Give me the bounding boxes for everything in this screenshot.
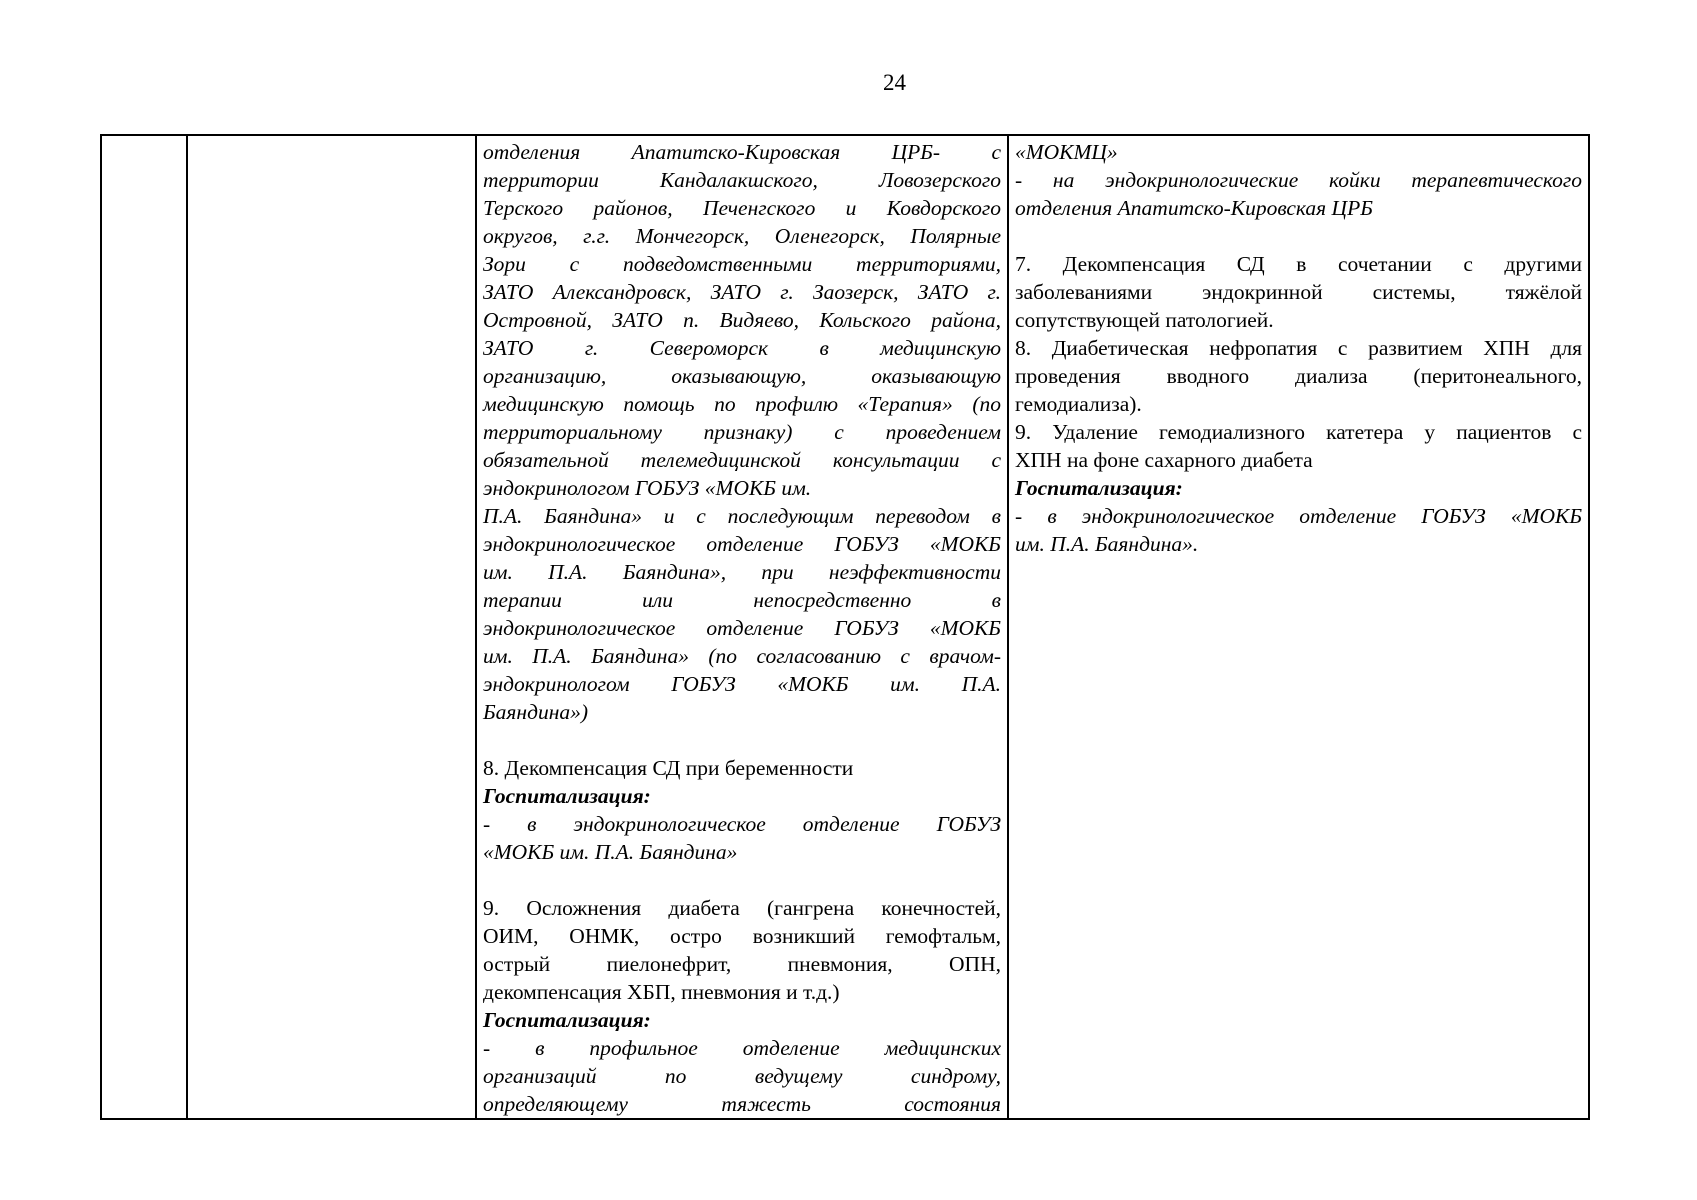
text-line: эндокринологом ГОБУЗ «МОКБ им. bbox=[483, 476, 812, 500]
page-number: 24 bbox=[883, 70, 906, 95]
text-line: - на эндокринологические койки терапевтического bbox=[1015, 168, 1582, 192]
text-line: территориальному признаку) с проведением bbox=[483, 420, 1001, 444]
text-line: Островной, ЗАТО п. Видяево, Кольского района, bbox=[483, 308, 1001, 332]
text-line: гемодиализа). bbox=[1015, 392, 1142, 416]
text-line: Баяндина») bbox=[483, 700, 589, 724]
text-line: сопутствующей патологией. bbox=[1015, 308, 1274, 332]
item-8 bbox=[1015, 334, 1582, 418]
hospitalization-text bbox=[483, 1034, 1001, 1118]
text-line: отделения Апатитско-Кировская ЦРБ bbox=[1015, 196, 1373, 220]
text-line: обязательной телемедицинской консультации с bbox=[483, 448, 1001, 472]
hospitalization-label: Госпитализация: bbox=[483, 1008, 651, 1032]
text-line: эндокринологическое отделение ГОБУЗ «МОКБ bbox=[483, 616, 1001, 640]
table-row bbox=[101, 135, 1589, 1119]
cell-diagnosis bbox=[187, 135, 476, 1119]
text-line: организацию, оказывающую, оказывающую bbox=[483, 364, 1001, 388]
text-line: ЗАТО Александровск, ЗАТО г. Заозерск, ЗАТО г. bbox=[483, 280, 1001, 304]
text-line: округов, г.г. Мончегорск, Оленегорск, Полярные bbox=[483, 224, 1001, 248]
text-line: - в эндокринологическое отделение ГОБУЗ «МОКБ bbox=[1015, 504, 1582, 528]
text-line: «МОКМЦ» bbox=[1015, 140, 1118, 164]
text-line: Терского районов, Печенгского и Ковдорского bbox=[483, 196, 1001, 220]
text-line: им. П.А. Баяндина». bbox=[1015, 532, 1199, 556]
item-9-heading bbox=[483, 894, 1001, 1006]
routing-paragraph bbox=[1015, 138, 1582, 222]
cell-indications bbox=[1008, 135, 1589, 1119]
text-line: заболеваниями эндокринной системы, тяжёлой bbox=[1015, 280, 1582, 304]
hospitalization-text bbox=[1015, 502, 1582, 558]
text-line: ХПН на фоне сахарного диабета bbox=[1015, 448, 1313, 472]
item-7 bbox=[1015, 250, 1582, 334]
text-line: им. П.А. Баяндина», при неэффективности bbox=[483, 560, 1001, 584]
text-line: им. П.А. Баяндина» (по согласованию с врачом- bbox=[483, 644, 1001, 668]
text-line: - в эндокринологическое отделение ГОБУЗ bbox=[483, 812, 1001, 836]
text-line: определяющему тяжесть состояния bbox=[483, 1092, 1001, 1116]
cell-number bbox=[101, 135, 187, 1119]
text-line: ЗАТО г. Североморск в медицинскую bbox=[483, 336, 1001, 360]
text-line: медицинскую помощь по профилю «Терапия» (по bbox=[483, 392, 1001, 416]
text-line: территории Кандалакшского, Ловозерского bbox=[483, 168, 1001, 192]
cell-routing bbox=[476, 135, 1008, 1119]
text-line: Зори с подведомственными территориями, bbox=[483, 252, 1001, 276]
document-table bbox=[100, 134, 1590, 1120]
text-line: «МОКБ им. П.А. Баяндина» bbox=[483, 840, 738, 864]
text-line: проведения вводного диализа (перитонеального, bbox=[1015, 364, 1582, 388]
text-line: организаций по ведущему синдрому, bbox=[483, 1064, 1001, 1088]
text-line: 8. Диабетическая нефропатия с развитием ХПН для bbox=[1015, 336, 1582, 360]
text-line: терапии или непосредственно в bbox=[483, 588, 1001, 612]
text-line: 9. Удаление гемодиализного катетера у пациентов с bbox=[1015, 420, 1582, 444]
text-line: эндокринологом ГОБУЗ «МОКБ им. П.А. bbox=[483, 672, 1001, 696]
hospitalization-text bbox=[483, 810, 1001, 866]
text-line: декомпенсация ХБП, пневмония и т.д.) bbox=[483, 980, 840, 1004]
hospitalization-label: Госпитализация: bbox=[1015, 476, 1183, 500]
text-line: эндокринологическое отделение ГОБУЗ «МОКБ bbox=[483, 532, 1001, 556]
text-line: острый пиелонефрит, пневмония, ОПН, bbox=[483, 952, 1001, 976]
text-line: 9. Осложнения диабета (гангрена конечностей, bbox=[483, 896, 1001, 920]
text-line: отделения Апатитско-Кировская ЦРБ- с bbox=[483, 140, 1001, 164]
text-line: П.А. Баяндина» и с последующим переводом в bbox=[483, 504, 1001, 528]
hospitalization-label: Госпитализация: bbox=[483, 784, 651, 808]
text-line: 7. Декомпенсация СД в сочетании с другими bbox=[1015, 252, 1582, 276]
item-9 bbox=[1015, 418, 1582, 474]
item-8-heading: 8. Декомпенсация СД при беременности bbox=[483, 756, 854, 780]
text-line: - в профильное отделение медицинских bbox=[483, 1036, 1001, 1060]
text-line: ОИМ, ОНМК, остро возникший гемофтальм, bbox=[483, 924, 1001, 948]
routing-paragraph bbox=[483, 138, 1001, 726]
